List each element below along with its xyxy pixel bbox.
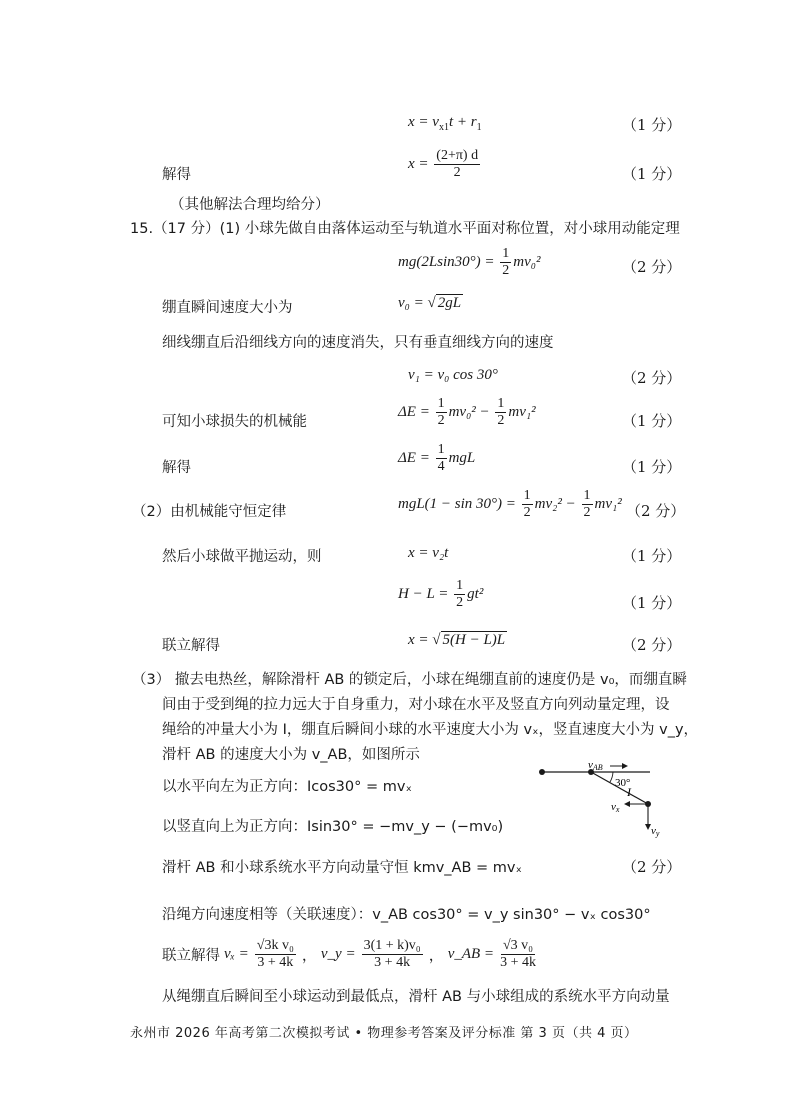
score-label: （1 分） <box>622 458 682 476</box>
score-label: （2 分） <box>622 369 682 387</box>
solve-label: 解得 <box>162 167 191 183</box>
score-label: （1 分） <box>622 165 682 183</box>
question-15-header: 15.（17 分）(1) 小球先做自由落体运动至与轨道水平面对称位置，对小球用动能定理 <box>130 221 680 237</box>
equation-x-result: x = $\frac{(2+\pi) d}{2}$ <box>408 148 479 180</box>
rod-endpoint-left <box>539 769 545 775</box>
part-3-paragraph-line-3: 绳给的冲量大小为 I，绷直后瞬间小球的水平速度大小为 vₓ，竖直速度大小为 v_y， <box>162 722 699 738</box>
part-3-paragraph-line-4: 滑杆 AB 的速度大小为 v_AB，如图所示 <box>162 747 420 763</box>
part-2-label: （2）由机械能守恒定律 <box>132 504 287 520</box>
label-angle: 30° <box>615 777 631 789</box>
page-footer: 永州市 2026 年高考第二次模拟考试 • 物理参考答案及评分标准 第 3 页（共 4 页） <box>130 1026 638 1041</box>
label-impulse: I <box>627 785 631 799</box>
last-line: 从绳绷直后瞬间至小球运动到最低点，滑杆 AB 与小球组成的系统水平方向动量 <box>162 989 670 1005</box>
label-vy: vy <box>651 825 660 838</box>
equation-kinetic-energy: mg(2Lsin30°) = $\frac{1}{2}$ mv₀² <box>398 246 541 278</box>
equation-x-position: $x = v_{x1}t + r_1$ <box>408 114 482 133</box>
label-vx: vx <box>611 801 620 814</box>
angle-arc <box>610 772 613 782</box>
vx-arrowhead <box>624 801 630 807</box>
score-label: （1 分） <box>622 412 682 430</box>
score-label: （2 分） <box>622 858 682 876</box>
equation-energy-loss: ΔE = $\frac{1}{2}$ mv₀² − $\frac{1}{2}$ mv₁² <box>398 396 536 428</box>
equation-height: H − L = $\frac{1}{2}$ gt² <box>398 578 484 610</box>
text-velocity-disappears: 细线绷直后沿细线方向的速度消失，只有垂直细线方向的速度 <box>162 335 554 351</box>
impulse-diagram <box>500 760 690 845</box>
solve-label: 解得 <box>162 460 191 476</box>
equation-v1: v₁ = v₀ cos 30° <box>408 367 498 383</box>
label-energy-loss: 可知小球损失的机械能 <box>162 414 307 430</box>
equation-vertical-momentum: 以竖直向上为正方向：Isin30° = −mv_y − (−mv₀) <box>162 819 504 835</box>
equation-x-result: x = √ 5(H − L)L <box>408 632 506 648</box>
equation-x-v2t: x = v₂t <box>408 545 449 561</box>
part-3-paragraph-line-1: （3） 撤去电热丝，解除滑杆 AB 的锁定后，小球在绳绷直前的速度仍是 v₀，而绷直瞬 <box>132 672 687 688</box>
combined-solution: 联立解得 vₓ = $\frac{\text{√3k v₀}}{3 + 4k}$ ， v_y = $\frac{\text{3(1 + k)v₀}}{3 + 4k}$ ， v_AB = $\frac{\text{√3 v₀}}{3 + 4k}$ <box>162 938 536 970</box>
part-3-paragraph-line-2: 间由于受到绳的拉力远大于自身重力，对小球在水平及竖直方向列动量定理，设 <box>162 697 670 713</box>
score-label: （2 分） <box>626 502 686 520</box>
vab-arrowhead <box>622 763 628 769</box>
note-other-methods: （其他解法合理均给分） <box>170 197 330 213</box>
score-label: （1 分） <box>622 594 682 612</box>
label-vab: vAB <box>588 760 603 772</box>
equation-v0: v₀ = √ 2gL <box>398 295 462 311</box>
score-label: （2 分） <box>622 258 682 276</box>
equation-related-velocity: 沿绳方向速度相等（关联速度）：v_AB cos30° = v_y sin30° − vₓ cos30° <box>162 907 651 923</box>
equation-momentum-conservation: 滑杆 AB 和小球系统水平方向动量守恒 kmv_AB = mvₓ <box>162 860 522 876</box>
label-projectile: 然后小球做平抛运动，则 <box>162 549 322 565</box>
equation-energy-loss-result: ΔE = $\frac{1}{4}$ mgL <box>398 442 476 474</box>
score-label: （1 分） <box>622 547 682 565</box>
label-v0: 绷直瞬间速度大小为 <box>162 300 293 316</box>
score-label: （1 分） <box>622 116 682 134</box>
label-combine: 联立解得 <box>162 638 220 654</box>
equation-horizontal-momentum: 以水平向左为正方向：Icos30° = mvₓ <box>162 779 412 795</box>
score-label: （2 分） <box>622 636 682 654</box>
equation-energy-conservation: mgL(1 − sin 30°) = $\frac{1}{2}$ mv₂² − $\frac{1}{2}$ mv₁² <box>398 488 622 520</box>
